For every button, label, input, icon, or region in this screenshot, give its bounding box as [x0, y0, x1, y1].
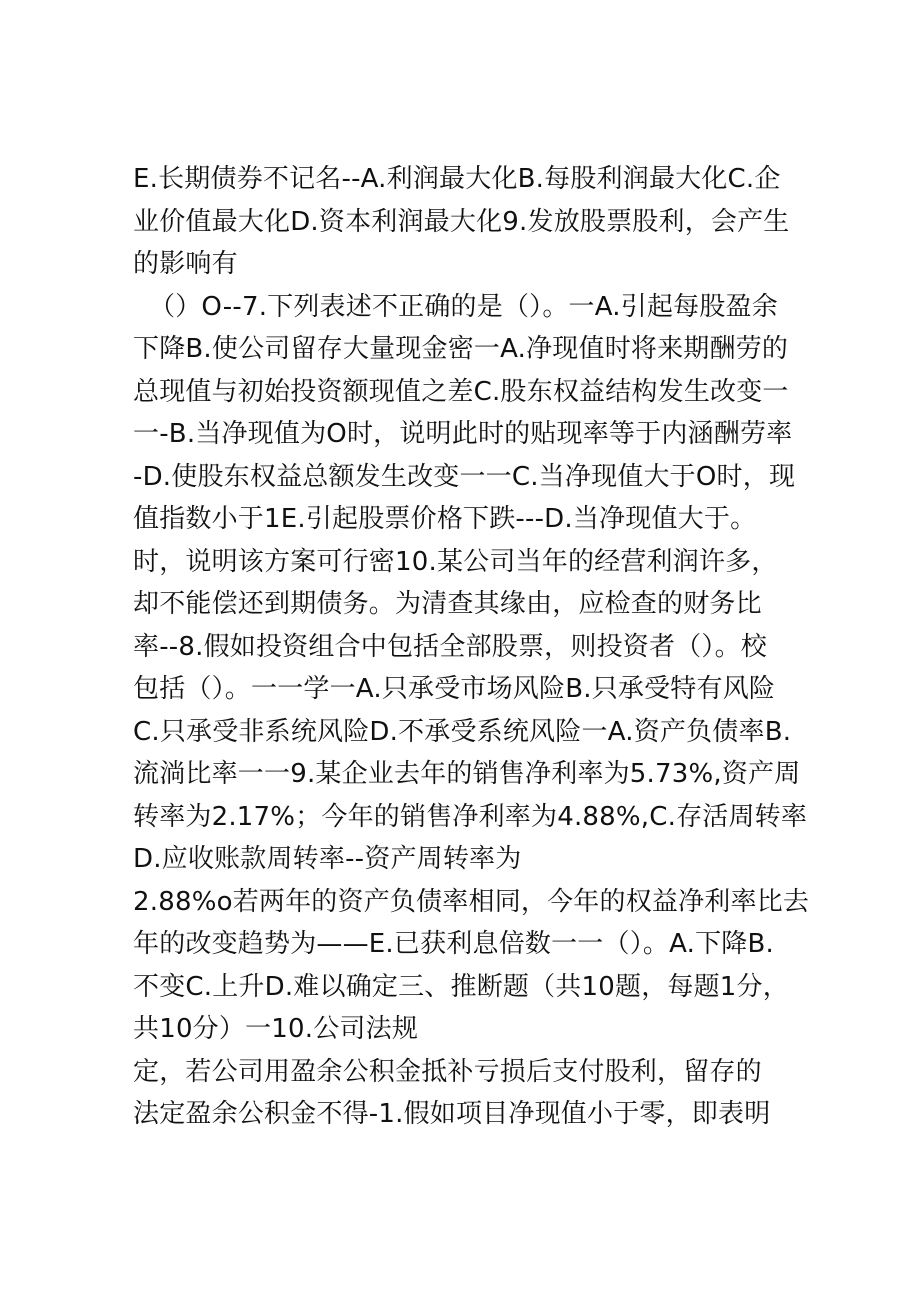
text-line: 年的改变趋势为——E.已获利息倍数一一（）。A.下降B.: [133, 929, 774, 959]
text-line: 总现值与初始投资额现值之差C.股东权益结构发生改变一: [133, 376, 789, 407]
text-line: 下降B.使公司留存大量现金密一A.净现值时将来期酬劳的: [133, 334, 789, 364]
text-line: -D.使股东权益总额发生改变一一C.当净现值大于O时，现: [133, 461, 796, 492]
text-line: 业价值最大化D.资本利润最大化9.发放股票股利，会产生: [133, 206, 790, 237]
text-line: 时，说明该方案可行密10.某公司当年的经营利润许多，: [133, 546, 778, 577]
text-line: 定，若公司用盈余公积金抵补亏损后支付股利，留存的: [133, 1056, 762, 1087]
text-line: 共10分）一10.公司法规: [133, 1014, 419, 1044]
text-line: 不变C.上升D.难以确定三、推断题（共10题，每题1分，: [133, 971, 789, 1002]
text-line: 包括（）。一一学一A.只承受市场风险B.只承受特有风险: [133, 674, 776, 704]
text-line: 一-B.当净现值为O时，说明此时的贴现率等于内涵酬劳率: [133, 419, 793, 449]
text-line: D.应收账款周转率--资产周转率为: [133, 844, 522, 874]
text-line: 2.88%o若两年的资产负债率相同，今年的权益净利率比去: [133, 886, 810, 917]
text-line: 值指数小于1E.引起股票价格下跌---D.当净现值大于。: [133, 504, 757, 534]
document-text: [133, 158, 810, 1136]
text-line: 转率为2.17%；今年的销售净利率为4.88%,C.存活周转率: [133, 801, 808, 832]
text-line: E.长期债券不记名--A.利润最大化B.每股利润最大化C.企: [133, 164, 781, 194]
text-line: 的影响有: [133, 249, 238, 279]
text-line: 法定盈余公积金不得-1.假如项目净现值小于零，即表明: [133, 1099, 771, 1129]
text-line: 却不能偿还到期债务。为清查其缘由，应检查的财务比: [133, 589, 762, 619]
text-line: 率--8.假如投资组合中包括全部股票，则投资者（）。校: [133, 631, 767, 662]
text-line: 流淌比率一一9.某企业去年的销售净利率为5.73%,资产周: [133, 759, 801, 789]
text-line: （）O--7.下列表述不正确的是（）。一A.引起每股盈余: [149, 291, 778, 322]
text-line: C.只承受非系统风险D.不承受系统风险一A.资产负债率B.: [133, 716, 792, 747]
